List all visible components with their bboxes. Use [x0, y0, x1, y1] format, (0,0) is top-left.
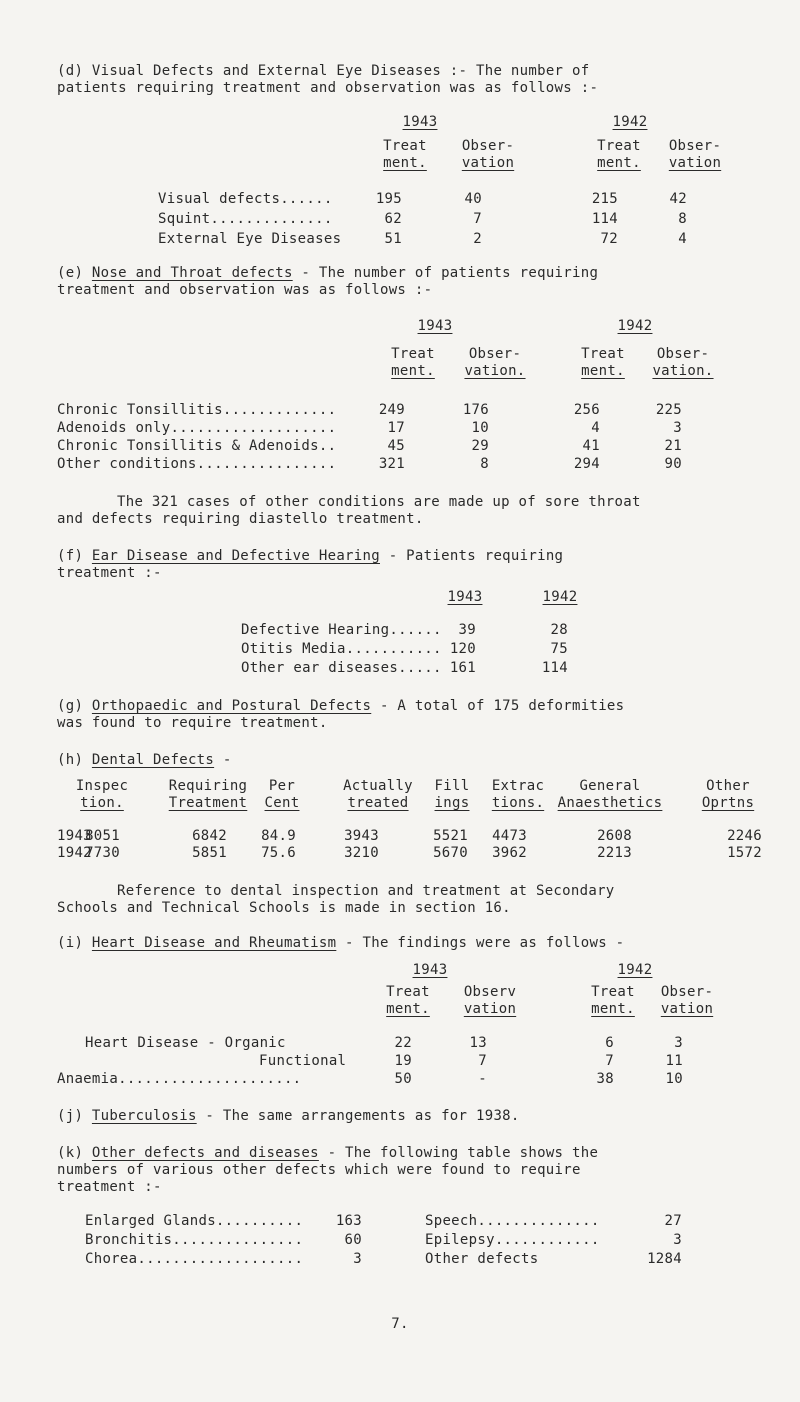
year-heading: 1943	[417, 318, 453, 334]
column-heading: Treat	[581, 346, 625, 362]
table-cell: 60	[344, 1232, 362, 1248]
column-heading: vation.	[464, 363, 526, 379]
column-heading: vation	[660, 1001, 714, 1017]
section-j-line-1: (j) Tuberculosis - The same arrangements as for 1938.	[57, 1108, 520, 1124]
table-cell: 2	[473, 231, 482, 247]
table-cell: 3210	[344, 845, 379, 861]
column-heading: Fill	[434, 778, 470, 794]
section-f-line-1: (f) Ear Disease and Defective Hearing - Patients requiring	[57, 548, 564, 564]
section-h-line-1: (h) Dental Defects -	[57, 752, 232, 768]
column-heading: Obser-	[656, 346, 710, 362]
table-cell: 90	[664, 456, 682, 472]
column-heading: tion.	[80, 795, 124, 811]
table-cell: 40	[464, 191, 482, 207]
row-label: Functional	[259, 1053, 347, 1069]
table-cell: 6842	[192, 828, 227, 844]
table-cell: 4	[678, 231, 687, 247]
section-heading: Orthopaedic and Postural Defects	[91, 698, 372, 714]
section-label: (k)	[57, 1145, 84, 1161]
section-label: (j)	[57, 1108, 84, 1124]
column-heading: Other	[706, 778, 750, 794]
column-heading: Observ	[463, 984, 517, 1000]
table-cell: 249	[378, 402, 405, 418]
section-heading: Nose and Throat defects	[91, 265, 293, 281]
table-cell: 4	[591, 420, 600, 436]
year-heading: 1943	[412, 962, 448, 978]
table-cell: 19	[394, 1053, 412, 1069]
row-label: Chronic Tonsillitis.............	[57, 402, 337, 418]
table-cell: 195	[375, 191, 402, 207]
table-cell: 39	[458, 622, 476, 638]
table-cell: 28	[550, 622, 568, 638]
table-cell: 8051	[85, 828, 120, 844]
section-k-line-1: (k) Other defects and diseases - The following table shows the	[57, 1145, 599, 1161]
table-cell: 29	[471, 438, 489, 454]
table-cell: 1572	[727, 845, 762, 861]
table-cell: 22	[394, 1035, 412, 1051]
note-line: Reference to dental inspection and treatment at Secondary	[117, 883, 615, 899]
row-label: Enlarged Glands..........	[85, 1213, 304, 1229]
table-cell: 2608	[597, 828, 632, 844]
table-cell: 3	[353, 1251, 362, 1267]
column-heading: Requiring	[168, 778, 248, 794]
table-cell: 215	[591, 191, 618, 207]
column-heading: Treat	[591, 984, 635, 1000]
row-label: Chorea...................	[85, 1251, 304, 1267]
table-cell: 10	[471, 420, 489, 436]
row-year: 1942	[57, 845, 92, 861]
column-heading: Treatment	[168, 795, 248, 811]
table-cell: 8	[480, 456, 489, 472]
column-heading: Per	[268, 778, 296, 794]
year-heading: 1942	[542, 589, 578, 605]
column-heading: ment.	[383, 155, 427, 171]
column-heading: ment.	[391, 363, 435, 379]
column-heading: tions.	[491, 795, 545, 811]
section-label: (h)	[57, 752, 84, 768]
table-cell: 256	[573, 402, 600, 418]
table-cell: 13	[469, 1035, 487, 1051]
column-heading: Extrac	[491, 778, 545, 794]
column-heading: Treat	[597, 138, 641, 154]
section-heading: Tuberculosis	[91, 1108, 197, 1124]
table-cell: 2246	[727, 828, 762, 844]
year-heading: 1943	[402, 114, 438, 130]
column-heading: Oprtns	[701, 795, 755, 811]
table-cell: 6	[605, 1035, 614, 1051]
table-cell: 7730	[85, 845, 120, 861]
column-heading: vation	[463, 1001, 517, 1017]
table-cell: 225	[655, 402, 682, 418]
section-k-line-2: numbers of various other defects which were found to require	[57, 1162, 581, 1178]
year-heading: 1942	[617, 962, 653, 978]
table-cell: 5521	[433, 828, 468, 844]
table-cell: 3	[673, 1232, 682, 1248]
column-heading: Cent	[264, 795, 300, 811]
table-cell: 51	[384, 231, 402, 247]
column-heading: Obser-	[668, 138, 722, 154]
section-label: (e)	[57, 265, 84, 281]
row-label: Squint..............	[158, 211, 333, 227]
column-heading: ment.	[581, 363, 625, 379]
note-line: Schools and Technical Schools is made in section 16.	[57, 900, 511, 916]
table-cell: 45	[387, 438, 405, 454]
table-cell: 75.6	[261, 845, 296, 861]
year-heading: 1942	[617, 318, 653, 334]
section-d-line-2: patients requiring treatment and observation was as follows :-	[57, 80, 599, 96]
table-cell: 50	[394, 1071, 412, 1087]
table-cell: 5670	[433, 845, 468, 861]
row-label: Chronic Tonsillitis & Adenoids..	[57, 438, 337, 454]
table-cell: 163	[335, 1213, 362, 1229]
table-cell: 42	[669, 191, 687, 207]
row-label: Other ear diseases.....	[241, 660, 442, 676]
table-cell: 17	[387, 420, 405, 436]
row-label: Bronchitis...............	[85, 1232, 304, 1248]
year-heading: 1943	[447, 589, 483, 605]
column-heading: ment.	[591, 1001, 635, 1017]
row-label: Other defects	[425, 1251, 539, 1267]
table-cell: 3943	[344, 828, 379, 844]
table-cell: 3962	[492, 845, 527, 861]
table-cell: 4473	[492, 828, 527, 844]
section-e-line-1: (e) Nose and Throat defects - The number of patients requiring	[57, 265, 599, 281]
section-heading: Visual Defects and External Eye Diseases	[91, 63, 442, 79]
note-line: and defects requiring diastello treatment.	[57, 511, 424, 527]
row-label: Otitis Media...........	[241, 641, 442, 657]
table-cell: 72	[600, 231, 618, 247]
table-cell: 7	[473, 211, 482, 227]
column-heading: vation	[668, 155, 722, 171]
table-cell: 41	[582, 438, 600, 454]
table-cell: 21	[664, 438, 682, 454]
column-heading: ment.	[386, 1001, 430, 1017]
section-g-line-2: was found to require treatment.	[57, 715, 328, 731]
note-line: The 321 cases of other conditions are made up of sore throat	[117, 494, 641, 510]
row-label: Speech..............	[425, 1213, 600, 1229]
table-cell: 8	[678, 211, 687, 227]
column-heading: General	[579, 778, 641, 794]
table-cell: 84.9	[261, 828, 296, 844]
table-cell: 62	[384, 211, 402, 227]
row-label: Anaemia.....................	[57, 1071, 302, 1087]
table-cell: 321	[378, 456, 405, 472]
column-heading: Treat	[391, 346, 435, 362]
section-heading: Ear Disease and Defective Hearing	[91, 548, 380, 564]
table-cell: 7	[478, 1053, 487, 1069]
table-cell: 120	[449, 641, 476, 657]
column-heading: ment.	[597, 155, 641, 171]
section-heading: Heart Disease and Rheumatism	[91, 935, 337, 951]
table-cell: 5851	[192, 845, 227, 861]
row-label: Defective Hearing......	[241, 622, 442, 638]
section-k-line-3: treatment :-	[57, 1179, 162, 1195]
table-cell: 11	[665, 1053, 683, 1069]
column-heading: Anaesthetics	[557, 795, 663, 811]
section-label: (f)	[57, 548, 84, 564]
column-heading: vation.	[652, 363, 714, 379]
table-cell: 114	[541, 660, 568, 676]
table-cell: 161	[449, 660, 476, 676]
section-f-line-2: treatment :-	[57, 565, 162, 581]
table-cell: -	[478, 1071, 487, 1087]
column-heading: Treat	[386, 984, 430, 1000]
column-heading: ings	[434, 795, 470, 811]
column-heading: treated	[347, 795, 409, 811]
row-label: Heart Disease - Organic	[85, 1035, 286, 1051]
column-heading: Inspec	[75, 778, 129, 794]
section-label: (g)	[57, 698, 84, 714]
section-g-line-1: (g) Orthopaedic and Postural Defects - A total of 175 deformities	[57, 698, 625, 714]
column-heading: vation	[461, 155, 515, 171]
column-heading: Obser-	[468, 346, 522, 362]
table-cell: 3	[674, 1035, 683, 1051]
table-cell: 27	[664, 1213, 682, 1229]
section-heading: Dental Defects	[91, 752, 215, 768]
column-heading: Obser-	[660, 984, 714, 1000]
table-cell: 10	[665, 1071, 683, 1087]
section-label: (d)	[57, 63, 84, 79]
table-cell: 1284	[647, 1251, 682, 1267]
table-cell: 114	[591, 211, 618, 227]
column-heading: Obser-	[461, 138, 515, 154]
table-cell: 2213	[597, 845, 632, 861]
year-heading: 1942	[612, 114, 648, 130]
table-cell: 294	[573, 456, 600, 472]
row-label: Other conditions................	[57, 456, 337, 472]
section-heading: Other defects and diseases	[91, 1145, 319, 1161]
section-d-line-1: (d) Visual Defects and External Eye Diseases :- The number of	[57, 63, 590, 79]
column-heading: Actually	[343, 778, 413, 794]
section-e-line-2: treatment and observation was as follows :-	[57, 282, 433, 298]
row-label: Visual defects......	[158, 191, 333, 207]
row-label: Adenoids only...................	[57, 420, 337, 436]
table-cell: 176	[462, 402, 489, 418]
section-i-line-1: (i) Heart Disease and Rheumatism - The findings were as follows -	[57, 935, 625, 951]
page-number: 7.	[391, 1316, 409, 1332]
table-cell: 38	[596, 1071, 614, 1087]
row-label: Epilepsy............	[425, 1232, 600, 1248]
row-label: External Eye Diseases	[158, 231, 342, 247]
table-cell: 75	[550, 641, 568, 657]
column-heading: Treat	[383, 138, 427, 154]
row-year: 1943	[57, 828, 92, 844]
section-label: (i)	[57, 935, 84, 951]
table-cell: 3	[673, 420, 682, 436]
table-cell: 7	[605, 1053, 614, 1069]
